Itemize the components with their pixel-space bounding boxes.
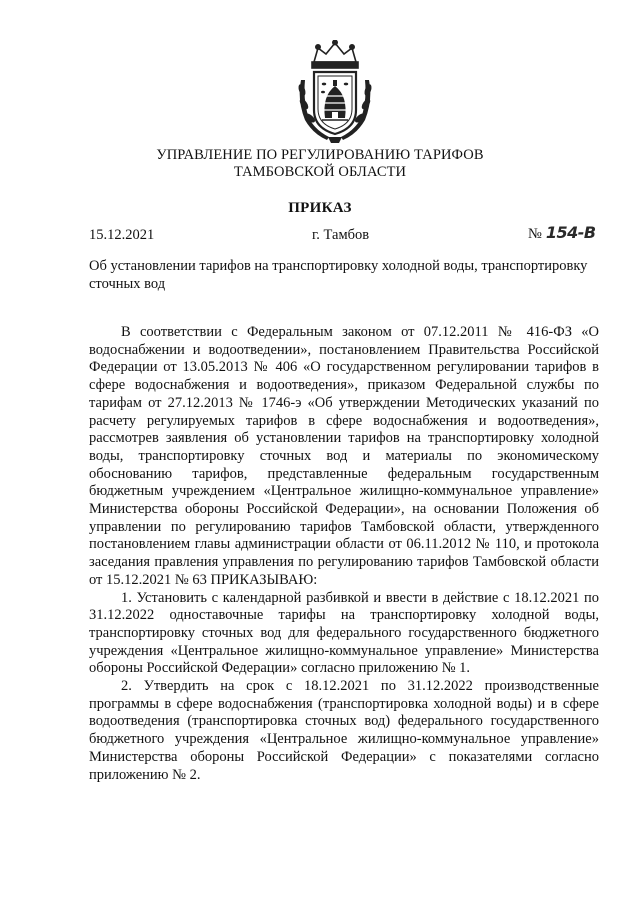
order-number [528, 223, 596, 243]
order-number-value: 154-В [545, 223, 596, 242]
document-title: ПРИКАЗ [288, 200, 352, 216]
issuing-authority-line-1: УПРАВЛЕНИЕ ПО РЕГУЛИРОВАНИЮ ТАРИФОВ [156, 147, 484, 163]
preamble-paragraph: В соответствии с Федеральным законом от 07.12.2011 № 416-ФЗ «О водоснабжении и водоотведении», постановлением Правительства Российской Федерации от 13.05.2013 № 406 «О государственном регулировании тарифов в сфере водоснабжения и водоотведения», приказом Федеральной службы по тарифам от 27.12.2013 № 1746-э «Об утверждении Методических указаний по расчету регулируемых тарифов в сфере водоснабжения и водоотведения», рассмотрев заявления об установлении тарифов на транспортировку холодной воды, транспортировку сточных вод и материалы по экономическому обоснованию тарифов, представленные федеральным государственным бюджетным учреждением «Центральное жилищно-коммунальное управление» Министерства обороны Российской Федерации», на основании Положения об управлении по регулированию тарифов Тамбовской области, утвержденного постановлением главы администрации области от 06.11.2012 № 110, и протокола заседания правления управления по регулированию тарифов Тамбовской области от 15.12.2021 № 63 ПРИКАЗЫВАЮ: [89, 324, 599, 588]
order-date: 15.12.2021 [89, 227, 155, 243]
clause-2-paragraph: 2. Утвердить на срок с 18.12.2021 по 31.12.2022 производственные программы в сфере водоснабжения (транспортировка холодной воды) и в сфере водоотведения (транспортировка сточных вод) федерального государственного бюджетного учреждения «Центральное жилищно-коммунальное управление» Министерства обороны Российской Федерации» с показателями согласно приложению № 2. [89, 678, 599, 783]
order-subject: Об установлении тарифов на транспортировку холодной воды, транспортировку сточных вод [89, 258, 588, 292]
clause-1-paragraph: 1. Установить с календарной разбивкой и ввести в действие с 18.12.2021 по 31.12.2022 одноставочные тарифы на транспортировку холодной воды, транспортировку сточных вод для федерального государственного бюджетного учреждения «Центральное жилищно-коммунальное управление» Министерства обороны Российской Федерации» согласно приложению № 1. [89, 589, 599, 677]
order-number-label: № [528, 226, 542, 242]
issuing-authority-line-2: ТАМБОВСКОЙ ОБЛАСТИ [233, 164, 407, 180]
tambov-coat-of-arms-icon [292, 40, 378, 144]
issuing-authority [120, 147, 520, 181]
order-city: г. Тамбов [312, 227, 370, 243]
order-body [89, 324, 599, 784]
